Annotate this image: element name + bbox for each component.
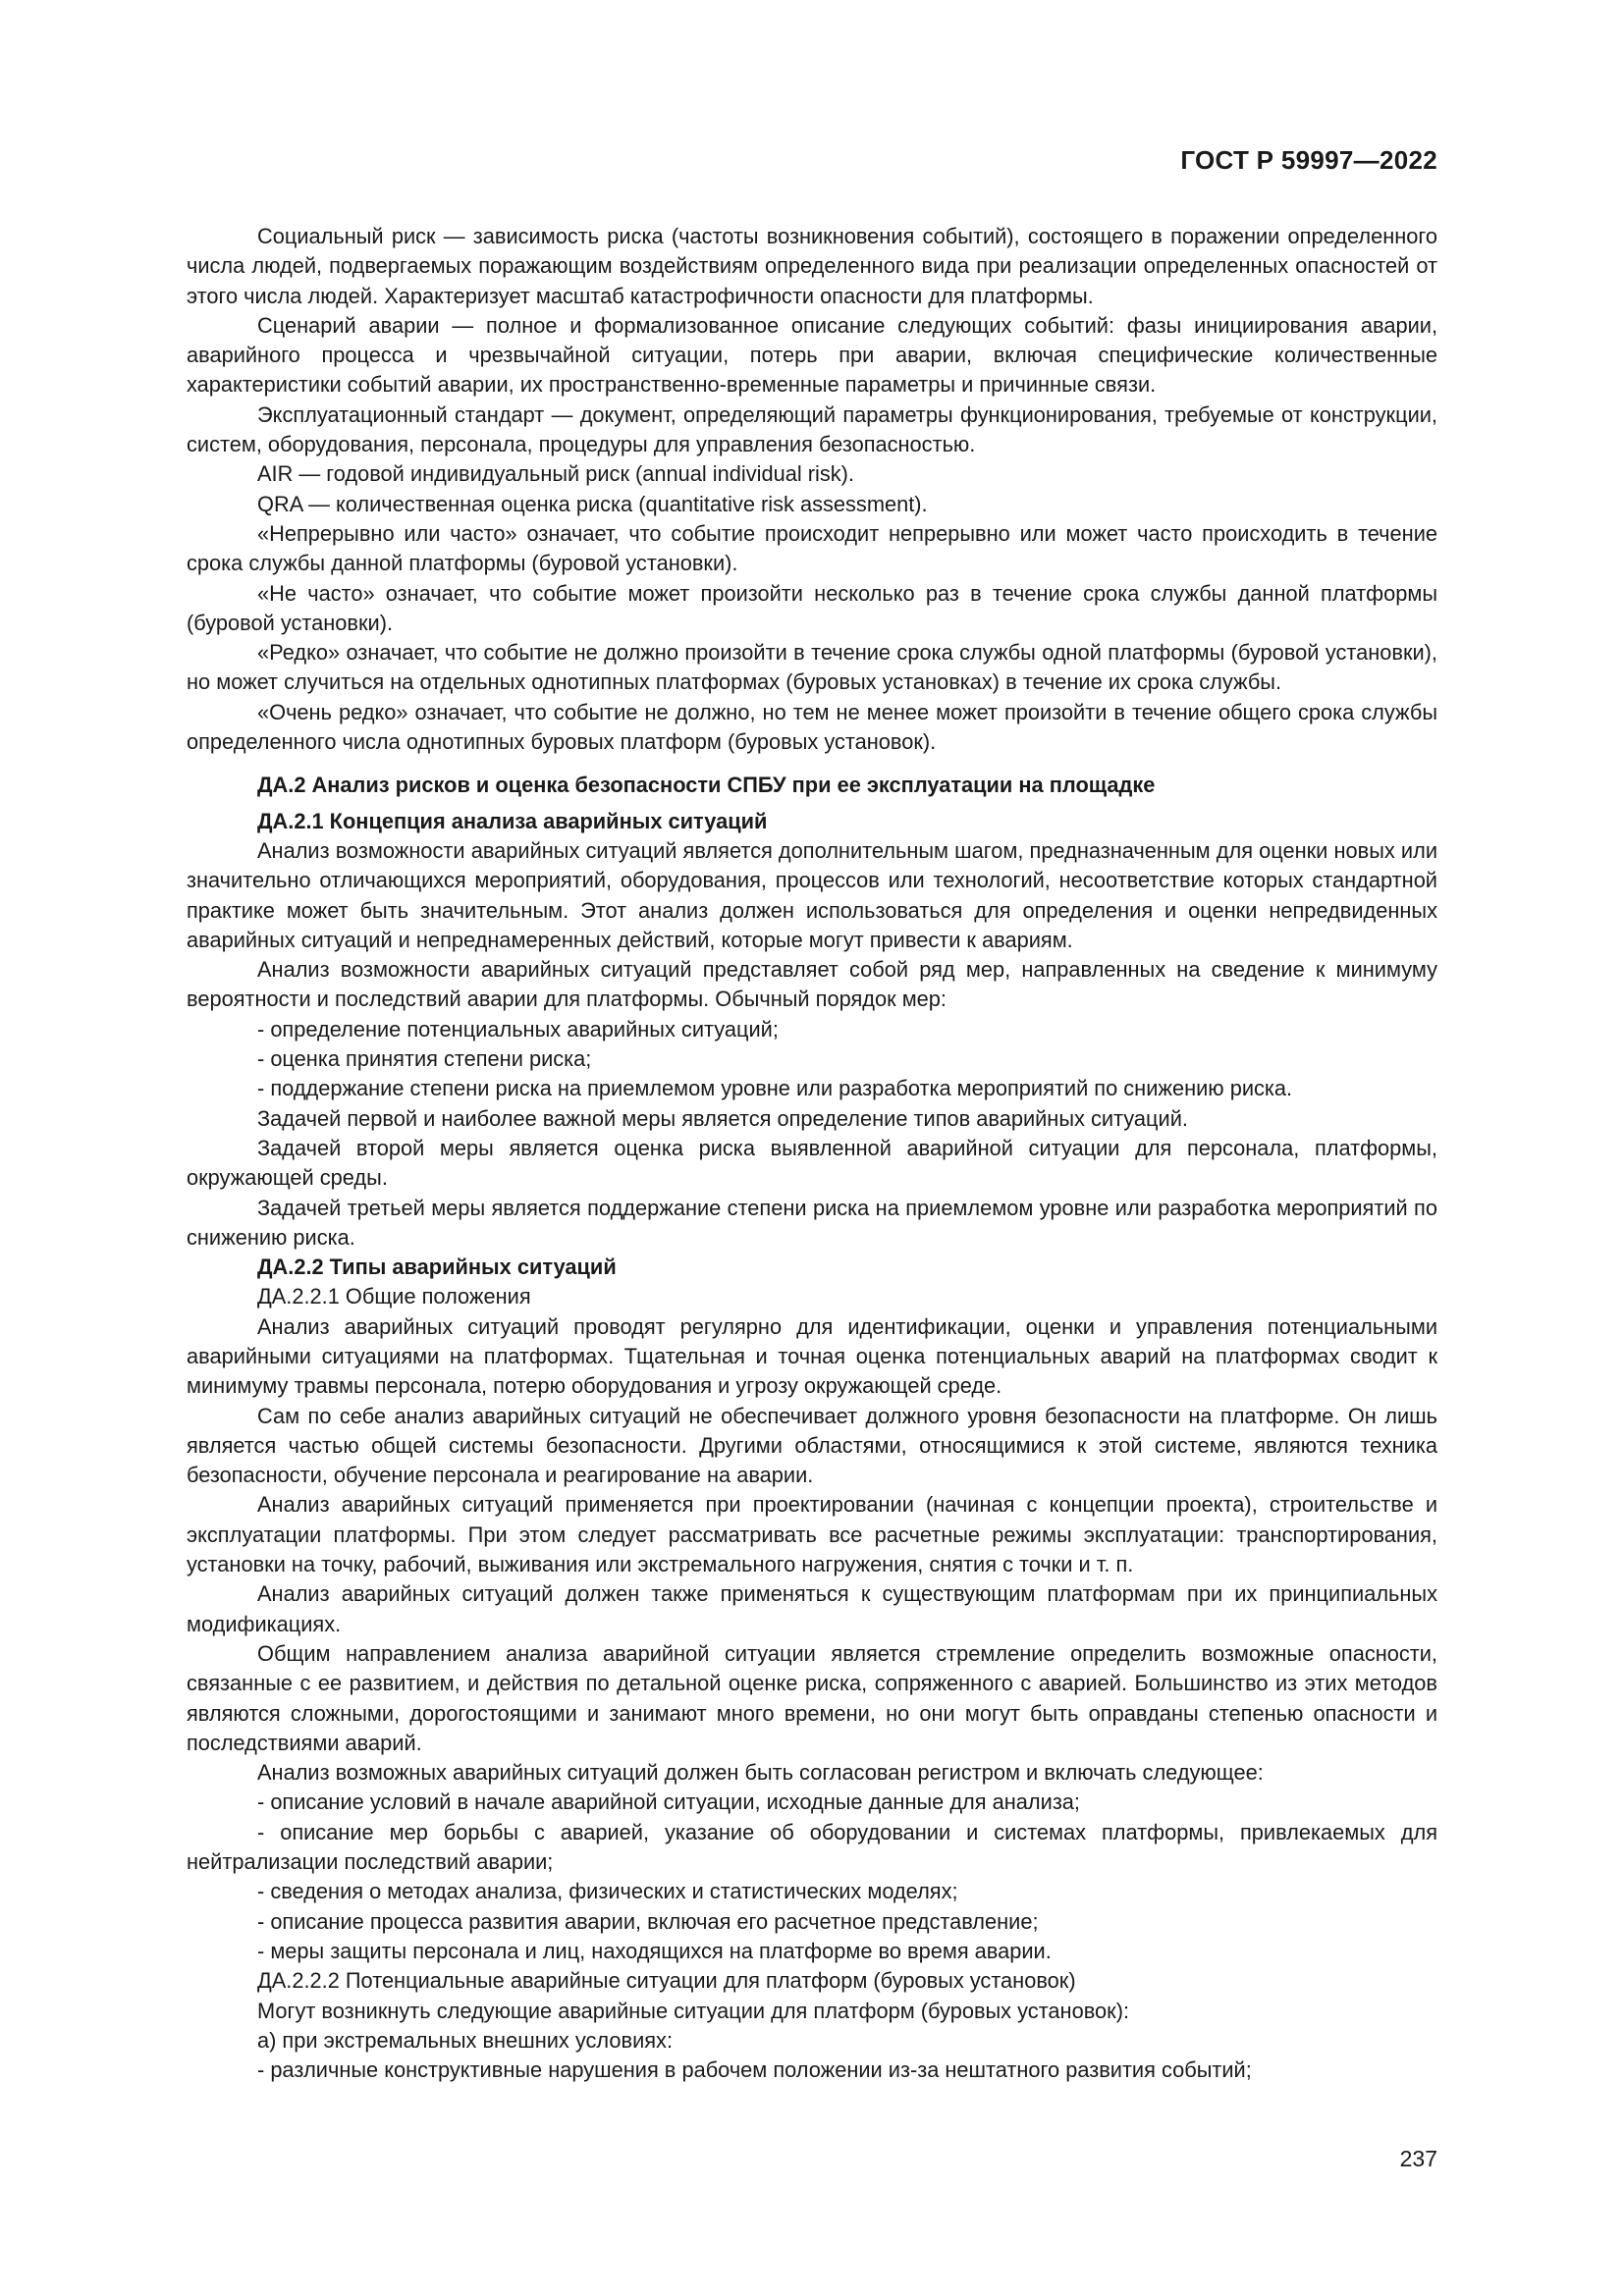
paragraph: «Редко» означает, что событие не должно произойти в течение срока службы одной платформы (буровой установки), но может случиться на отдельных однотипных платформах (буровых установках) в течение их срока службы.: [187, 640, 1437, 695]
text-line: ДА.2.2.2 Потенциальные аварийные ситуации для платформ (буровых установок): [257, 1968, 1076, 1994]
paragraph: Анализ аварийных ситуаций должен также применяться к существующим платформам при их принципиальных модификациях.: [187, 1581, 1437, 1636]
page-number: 237: [1399, 2146, 1437, 2171]
section-heading: ДА.2 Анализ рисков и оценка безопасности СПБУ при ее эксплуатации на площадке: [257, 773, 1156, 798]
paragraph: Анализ возможности аварийных ситуаций представляет собой ряд мер, направленных на сведение к минимуму вероятности и последствий аварии для платформы. Обычный порядок мер:: [187, 957, 1437, 1012]
text-line: - различные конструктивные нарушения в рабочем положении из-за нештатного развития событий;: [257, 2057, 1252, 2083]
text-line: Задачей первой и наиболее важной меры является определение типов аварийных ситуаций.: [257, 1105, 1188, 1131]
text-line: - поддержание степени риска на приемлемом уровне или разработка мероприятий по снижению риска.: [257, 1076, 1293, 1101]
paragraph: Сценарий аварии — полное и формализованное описание следующих событий: фазы инициирования аварии, аварийного процесса и чрезвычайной ситуации, потерь при аварии, включая специфические количественные характеристики событий аварии, их пространственно-временные параметры и причинные связи.: [187, 312, 1437, 398]
paragraph: Анализ возможности аварийных ситуаций является дополнительным шагом, предназначенным для оценки новых или значительно отличающихся мероприятий, оборудования, процессов или технологий, несоответствие которых стандартной практике может быть значительным. Этот анализ должен использоваться для определения и оценки непредвиденных аварийных ситуаций и непреднамеренных действий, которые могут привести к авариям.: [187, 837, 1437, 952]
paragraph: Эксплуатационный стандарт — документ, определяющий параметры функционирования, требуемые от конструкции, систем, оборудования, персонала, процедуры для управления безопасностью.: [187, 401, 1437, 457]
document-body: [187, 222, 1437, 2085]
paragraph: «Непрерывно или часто» означает, что событие происходит непрерывно или может часто происходить в течение срока службы данной платформы (буровой установки).: [187, 520, 1437, 576]
section-heading: ДА.2.2 Типы аварийных ситуаций: [257, 1255, 617, 1280]
paragraph: Задачей второй меры является оценка риска выявленной аварийной ситуации для персонала, платформы, окружающей среды.: [187, 1135, 1437, 1191]
text-line: - оценка принятия степени риска;: [257, 1046, 592, 1072]
paragraph: Анализ аварийных ситуаций проводят регулярно для идентификации, оценки и управления потенциальными аварийными ситуациями на платформах. Тщательная и точная оценка потенциальных аварий на платформах сводит к минимуму травмы персонала, потерю оборудования и угрозу окружающей среде.: [187, 1313, 1437, 1399]
text-line: ДА.2.2.1 Общие положения: [257, 1284, 531, 1309]
text-line: - сведения о методах анализа, физических и статистических моделях;: [257, 1879, 958, 1904]
paragraph: Задачей третьей меры является поддержание степени риска на приемлемом уровне или разработка мероприятий по снижению риска.: [187, 1195, 1437, 1250]
text-line: - меры защиты персонала и лиц, находящихся на платформе во время аварии.: [257, 1938, 1052, 1963]
standard-designation: ГОСТ Р 59997—2022: [1180, 145, 1437, 175]
paragraph: «Не часто» означает, что событие может произойти несколько раз в течение срока службы данной платформы (буровой установки).: [187, 580, 1437, 635]
paragraph: - описание мер борьбы с аварией, указание об оборудовании и системах платформы, привлекаемых для нейтрализации последствий аварии;: [187, 1819, 1437, 1875]
text-line: AIR — годовой индивидуальный риск (annual individual risk).: [257, 461, 854, 487]
text-line: Анализ возможных аварийных ситуаций должен быть согласован регистром и включать следующее:: [257, 1760, 1264, 1786]
text-line: QRA — количественная оценка риска (quantitative risk assessment).: [257, 491, 928, 516]
text-line: Могут возникнуть следующие аварийные ситуации для платформ (буровых установок):: [257, 1998, 1130, 2023]
paragraph: Социальный риск — зависимость риска (частоты возникновения событий), состоящего в поражении определенного числа людей, подвергаемых поражающим воздействиям определенного вида при реализации определенных опасностей от этого числа людей. Характеризует масштаб катастрофичности опасности для платформы.: [187, 224, 1437, 308]
paragraph: «Очень редко» означает, что событие не должно, но тем не менее может произойти в течение общего срока службы определенного числа однотипных буровых платформ (буровых установок).: [187, 699, 1437, 755]
text-line: а) при экстремальных внешних условиях:: [257, 2027, 674, 2053]
paragraph: Анализ аварийных ситуаций применяется при проектировании (начиная с концепции проекта), строительстве и эксплуатации платформы. При этом следует рассматривать все расчетные режимы эксплуатации: транспортирования, установки на точку, рабочий, выживания или экстремального нагружения, снятия с точки и т. п.: [187, 1492, 1437, 1577]
text-line: - описание процесса развития аварии, включая его расчетное представление;: [257, 1908, 1039, 1934]
text-line: - описание условий в начале аварийной ситуации, исходные данные для анализа;: [257, 1789, 1080, 1815]
section-heading: ДА.2.1 Концепция анализа аварийных ситуаций: [257, 808, 768, 833]
paragraph: Сам по себе анализ аварийных ситуаций не обеспечивает должного уровня безопасности на платформе. Он лишь является частью общей системы безопасности. Другими областями, относящимися к этой системе, являются техника безопасности, обучение персонала и реагирование на аварии.: [187, 1403, 1437, 1488]
text-line: - определение потенциальных аварийных ситуаций;: [257, 1016, 779, 1041]
paragraph: Общим направлением анализа аварийной ситуации является стремление определить возможные опасности, связанные с ее развитием, и действия по детальной оценке риска, сопряженного с аварией. Большинство из этих методов являются сложными, дорогостоящими и занимают много времени, но они могут быть оправданы степенью опасности и последствиями аварий.: [187, 1640, 1437, 1755]
